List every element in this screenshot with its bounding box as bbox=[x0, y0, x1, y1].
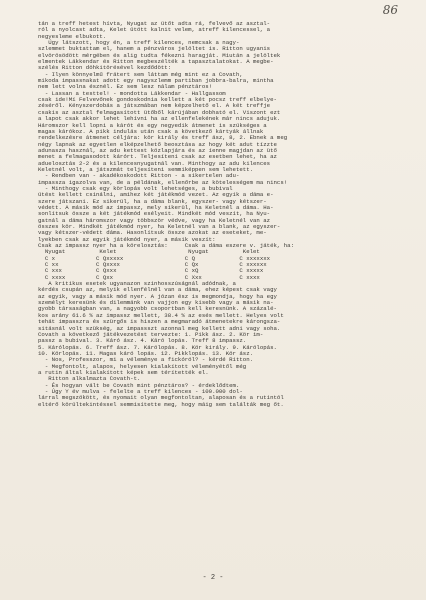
typed-line: csak ide!Mí Felvevőnek gondoskodnia kellett a két pocsz treff elbelye- bbox=[38, 96, 277, 104]
typed-line: - Rendben van - akadékoskodott Ritton - a sikertelen adu- bbox=[38, 172, 240, 180]
typed-line: sitásnál volt szükség, az impassszt azonnal meg kellett adni vagy soha. bbox=[38, 324, 281, 332]
typed-line: a rutin által kialakított képek sem térítették el. bbox=[38, 368, 209, 376]
typed-line: magas kárókoz. A pikk indulás után csak a következő kártyák állnak bbox=[38, 127, 264, 135]
typed-line: elvörösödött mérgében és alig tudta fékezni haragját. Miután a jelöltek bbox=[38, 51, 281, 59]
typed-line: Háromszor kell lopni a kárót és egy negyedik átmenet is szükséges a bbox=[38, 121, 267, 129]
typed-line: tán a treff hetest hívta, Nyugat az ütőt adta rá, felvevő az asztal- bbox=[38, 20, 271, 27]
typed-line: személyt keresünk és dilemmánk van vajjon egy kisebb vagy a másik na- bbox=[38, 299, 274, 307]
typed-line: Nyugat Kelet Nyugat Kelet bbox=[38, 248, 260, 256]
typed-line: elmentek Lákkendar és Ritton megbeszélték a tapasztalatokat. A megbe- bbox=[38, 58, 274, 66]
typed-line: csakis az asztal felmagasított ütőből kárújában dobható el. Viszont ezt bbox=[38, 108, 281, 116]
typed-line: az egyik, vagy a másik mód nyer. A józan ész is megmondja, hogy ha egy bbox=[38, 292, 277, 300]
typed-line: C xxx C Qxxx C xQ C xxxxx bbox=[38, 267, 264, 275]
typed-line: Csak az impassz nyer ha a körelosztás: Csak a dáma eszere v. játék, ha: bbox=[38, 242, 294, 250]
typed-line: nem lett volna észnél. Ez sem lesz nálam pénztáros! bbox=[38, 83, 213, 91]
typed-line: szlemmet buktattam el, hanem a pénzváros jelöltet is. Ritton ugyanis bbox=[38, 45, 271, 53]
typed-line: - Úgy Y év mulva - felelte a treff kilences - 100.000 dol- bbox=[38, 387, 243, 395]
typed-line: négy lapnak az egyetlen elképzelhető beosztása az hogy két adut tízzte bbox=[38, 140, 277, 148]
typed-line: összes kör. Mindkét játékmód nyer, ha Keletnél van a blank, az egyszer- bbox=[38, 223, 281, 230]
typed-line: gyobb társaságban van, a nagyobb csoportban kell keresnünk. A százalé- bbox=[38, 305, 277, 313]
typed-line: szélés Ritton döhkitörésével kezdődött: bbox=[38, 64, 172, 72]
typed-line: - Ilyen könnyelmű frátert sem láttam még mint ez a Covath, bbox=[38, 70, 243, 78]
typed-line: Úgy látszott, hogy én, a treff kilences, nemcsak a nagy- bbox=[38, 39, 240, 47]
typed-line: ütést kellett csinálni, amihez két játékmód vezet. Az egyik a dáma e- bbox=[38, 191, 274, 199]
typed-line: adunasza használ, az adu kettest közlapjára és az íenne magjdan az ütő bbox=[38, 146, 277, 154]
typed-line: Keletnél volt, a játszmát teljesíteni semmiképpen sem lehetett. bbox=[38, 165, 254, 173]
typed-line: A kritikus esetek ugyanazon szinhosszúságnál adódnak, a bbox=[38, 280, 236, 288]
typed-line: - Lassan a testtel! - mondotta Lákkendar - Hallgassom bbox=[38, 89, 226, 97]
typed-line: C x C Qxxxxx C Q C xxxxxxx bbox=[38, 254, 271, 262]
typed-line: passz a bubival. 3. Káró ász. 4. Káró lopás. Treff 8 impassz. bbox=[38, 337, 247, 345]
typed-line: lárral megszökött, és nyomait olyan megfontoltan, alaposan és a rutintól bbox=[38, 394, 284, 402]
typed-line: C xxxx C Qxx C Xxx C xxxx bbox=[38, 273, 260, 281]
typewritten-body-text bbox=[38, 21, 408, 408]
typed-line: impassza igazolva van, de a példának, ellenőrbe az kötelességem ma nincs! bbox=[38, 178, 288, 186]
typed-line: zéséről. Kényszerdobás a játszmában nem képzelhető el. A két treffje bbox=[38, 102, 271, 110]
typed-line: 10. Körlopás. 11. Magas káró lopás. 12. Pikklopás. 13. Kör ász. bbox=[38, 349, 254, 357]
typed-line: tehát impasszra és szürgős is hiszen a megmaradó átmenetekre károngsza- bbox=[38, 318, 281, 326]
typed-line: ról a nyolcast adta, Kelet ütött kalnit velem, atreff kilencessel, a bbox=[38, 26, 271, 34]
typed-line: - Minthogy csak egy körlopás volt lehetséges, a bubival bbox=[38, 184, 233, 192]
typed-line: menet a felmagasodott kárórt. Teljesíteni csak az esetben lehet, ha az bbox=[38, 153, 277, 161]
typed-line: kos arány 61.6 % az impassz mellett, 38.4 % az esés mellett. Helyes volt bbox=[38, 311, 284, 319]
typed-line: szere játszani. Ez sikerül, ha a dáma blank, egyszer- vagy kétszer- bbox=[38, 197, 267, 205]
typed-line: Covath a következő játékvezetést tervezte: 1. Pikk ász. 2. Kör im- bbox=[38, 330, 264, 338]
typed-line: kérdés csupán az, melyik ellenfélnél van a dáma, ehez képest csak vagy bbox=[38, 286, 277, 294]
typed-line: - Nos, Professzor, mi a véleménye a fickóról? - kérdé Ritton. bbox=[38, 356, 254, 364]
typed-line: eltérő körültekintéssel semmisítette meg, hogy máig sem találták meg őt. bbox=[38, 400, 284, 408]
typed-line: rendelkezésre átmenet céljára: kör király és treff ász, 8, 2. Ebnek a meg bbox=[38, 134, 288, 142]
typed-line: a lapot csak akkor lehet lehívni ha az ellenfelekének már nincs adujuk. bbox=[38, 115, 281, 123]
typed-line: mikoda impassnakat adott egy nagyszlemm partiban jobbra-balra, mintha bbox=[38, 77, 274, 85]
typed-line: védett. A másik mód az impassz, mely sikerül, ha Keletnél a dáma. Ha- bbox=[38, 203, 274, 211]
typed-line: vagy kétszer-védett dáma. Hasonlítsuk össze azokat az eseteket, me- bbox=[38, 229, 267, 237]
typed-line: negyesleme elbukott. bbox=[38, 32, 107, 40]
typed-line: - Megfontolt, alapos, helyesen kialakított véleményétől még bbox=[38, 362, 247, 370]
typed-line: sonlítsuk össze a két játékmód esélyeit. Mindkét mód veszít, ha Nyu- bbox=[38, 210, 271, 218]
typed-line: aduelosztás 2-2 és a kilencesnyugatnál van. Minthogy az adu kilences bbox=[38, 159, 271, 167]
typed-line: gatnál a dáma háromszor vagy többször védve, vagy ha Keletnél van az bbox=[38, 216, 271, 224]
typed-line: 5. Kárólopás. 6. Treff ász. 7. Kárólopás. 8. Kör király. 9. Kárólopás. bbox=[38, 343, 277, 351]
typed-line: Ritton alkalmazta Covath-t. bbox=[38, 375, 141, 383]
handwritten-page-number: 86 bbox=[382, 3, 398, 17]
footer-page-number: - 2 - bbox=[202, 574, 224, 582]
typed-line: C xx C Qxxxx C Qx C xxxxxx bbox=[38, 261, 267, 269]
typed-line: lyekben csak az egyik játékmód nyer, a másik veszít: bbox=[38, 235, 216, 243]
typed-line: - És hogyan vált be Covath mint pénztáros? - érdeklődtem. bbox=[38, 381, 240, 389]
